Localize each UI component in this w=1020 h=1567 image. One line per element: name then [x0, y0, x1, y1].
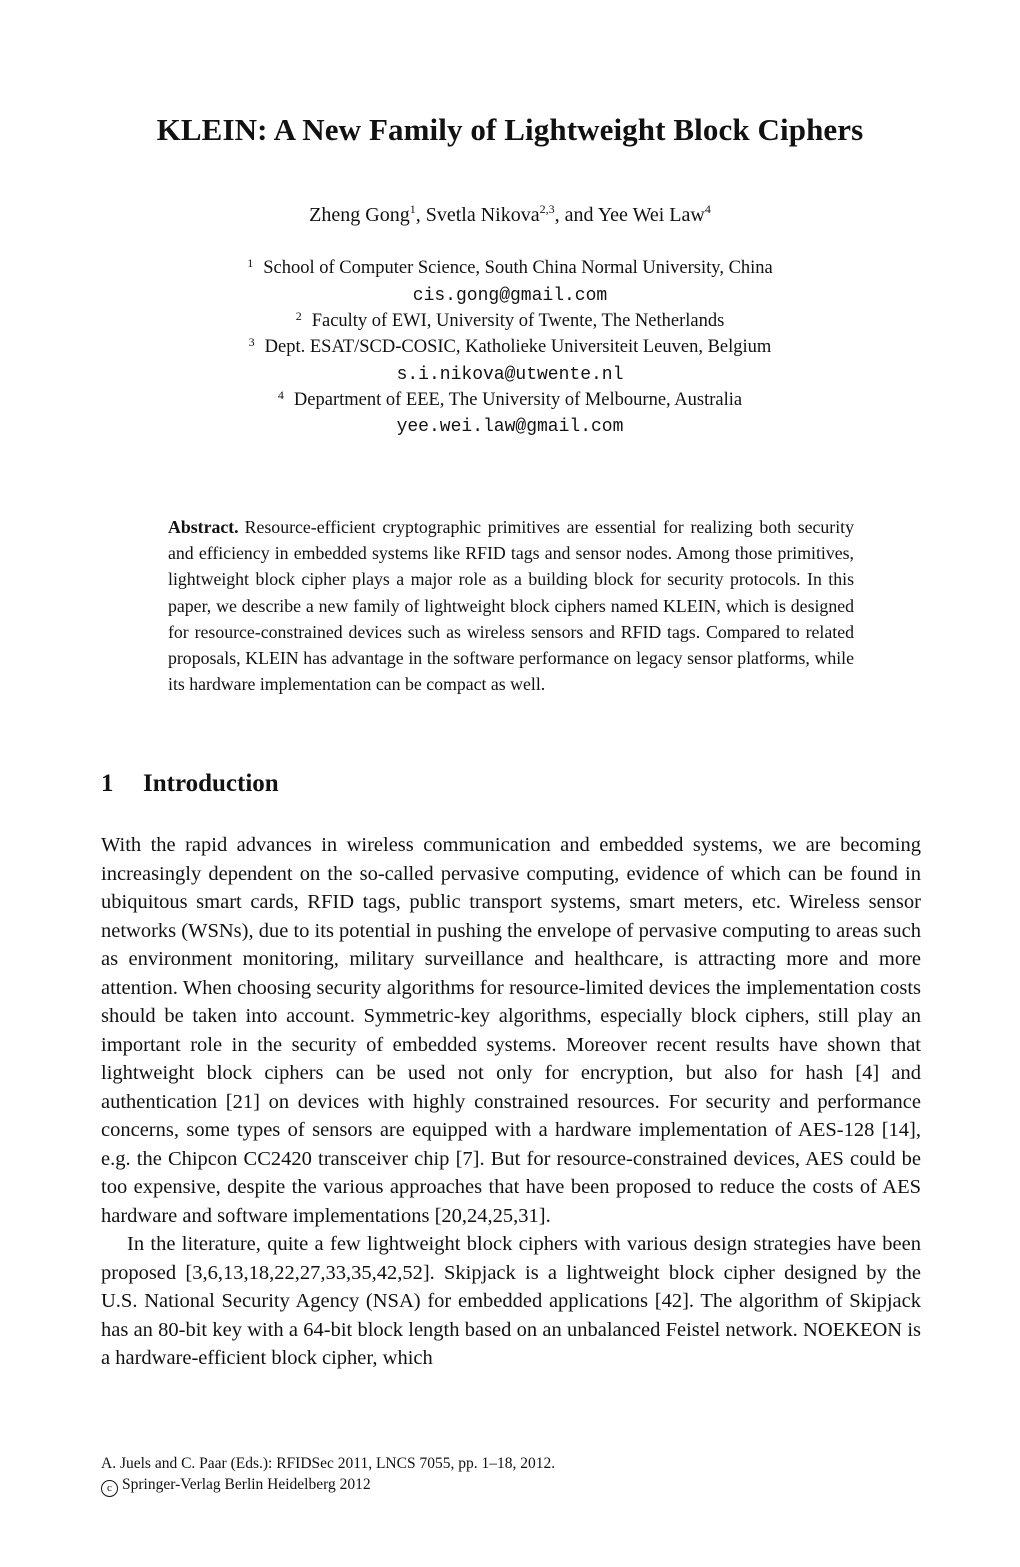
affiliation-sup: 2 [295, 309, 302, 323]
author-name: Yee Wei Law [597, 204, 705, 226]
author-list [0, 204, 1020, 227]
affiliation-text: Department of EEE, The University of Melbourne, Australia [293, 390, 743, 410]
paragraph: With the rapid advances in wireless communication and embedded systems, we are becoming increasingly dependent on the so-called pervasive computing, evidence of which can be found in ubiquitous smart cards, RFID tags, public transport systems, smart meters, etc. Wireless sensor networks (WSNs), due to its potential in pushing the envelope of pervasive computing to areas such as environment monitoring, military surveillance and healthcare, is attracting more and more attention. When choosing security algorithms for resource-limited devices the implementation costs should be taken into account. Symmetric-key algorithms, especially block ciphers, still play an important role in the security of embedded systems. Moreover recent results have shown that lightweight block ciphers can be used not only for encryption, but also for hash [4] and authentication [21] on devices with highly constrained resources. For security and performance concerns, some types of sensors are equipped with a hardware implementation of AES-128 [14], e.g. the Chipcon CC2420 transceiver chip [7]. But for resource-constrained devices, AES could be too expensive, despite the various approaches that have been proposed to reduce the costs of AES hardware and software implementations [20,24,25,31]. [101, 834, 921, 1227]
abstract-label: Abstract. [168, 517, 239, 537]
author-sup: 2,3 [539, 202, 555, 216]
affiliation-text: School of Computer Science, South China Normal University, China [263, 258, 773, 278]
abstract-text: Resource-efficient cryptographic primitives are essential for realizing both security and efficiency in embedded systems like RFID tags and sensor nodes. Among those primitives, lightweight block cipher plays a major role as a building block for security protocols. In this paper, we describe a new family of lightweight block ciphers named KLEIN, which is designed for resource-constrained devices such as wireless sensors and RFID tags. Compared to related proposals, KLEIN has advantage in the software performance on legacy sensor platforms, while its hardware implementation can be compact as well. [168, 517, 854, 695]
section-heading [101, 770, 279, 798]
citation: A. Juels and C. Paar (Eds.): RFIDSec 2011, LNCS 7055, pp. 1–18, 2012. [101, 1455, 556, 1472]
paper-title: KLEIN: A New Family of Lightweight Block Ciphers [156, 112, 864, 147]
affiliation-1 [0, 258, 1020, 279]
affiliation-sup: 1 [247, 256, 254, 270]
author-sup: 4 [704, 202, 711, 216]
affiliation-sup: 4 [277, 388, 284, 402]
paragraph: In the literature, quite a few lightweight block ciphers with various design strategies have been proposed [3,6,13,18,22,27,33,35,42,52]. Skipjack is a lightweight block cipher designed by the U.S. National Security Agency (NSA) for embedded applications [42]. The algorithm of Skipjack has an 80-bit key with a 64-bit block length based on an unbalanced Feistel network. NOEKEON is a hardware-efficient block cipher, which [101, 1233, 921, 1369]
copyright-icon: c [101, 1480, 118, 1497]
author-name: Svetla Nikova [425, 204, 540, 226]
affiliation-email: cis.gong@gmail.com [412, 286, 608, 306]
section-number: 1 [101, 770, 114, 797]
copyright-line [101, 1474, 555, 1497]
affiliation-2 [0, 311, 1020, 332]
author-sep: , [415, 204, 426, 226]
section-title: Introduction [143, 770, 279, 797]
abstract [168, 514, 854, 697]
author-sup: 1 [409, 202, 416, 216]
copyright-text: Springer-Verlag Berlin Heidelberg 2012 [122, 1476, 371, 1493]
author-name: Zheng Gong [309, 204, 410, 226]
affiliation-text: Faculty of EWI, University of Twente, The Netherlands [311, 311, 725, 331]
footer [101, 1453, 555, 1497]
affiliation-4 [0, 390, 1020, 411]
affiliation-text: Dept. ESAT/SCD-COSIC, Katholieke Universiteit Leuven, Belgium [264, 337, 772, 357]
author-sep: , and [554, 204, 598, 226]
affiliation-email: yee.wei.law@gmail.com [396, 417, 624, 437]
affiliation-email: s.i.nikova@utwente.nl [396, 365, 624, 385]
affiliation-3 [0, 337, 1020, 358]
affiliation-sup: 3 [248, 335, 255, 349]
body-text [101, 831, 921, 1373]
